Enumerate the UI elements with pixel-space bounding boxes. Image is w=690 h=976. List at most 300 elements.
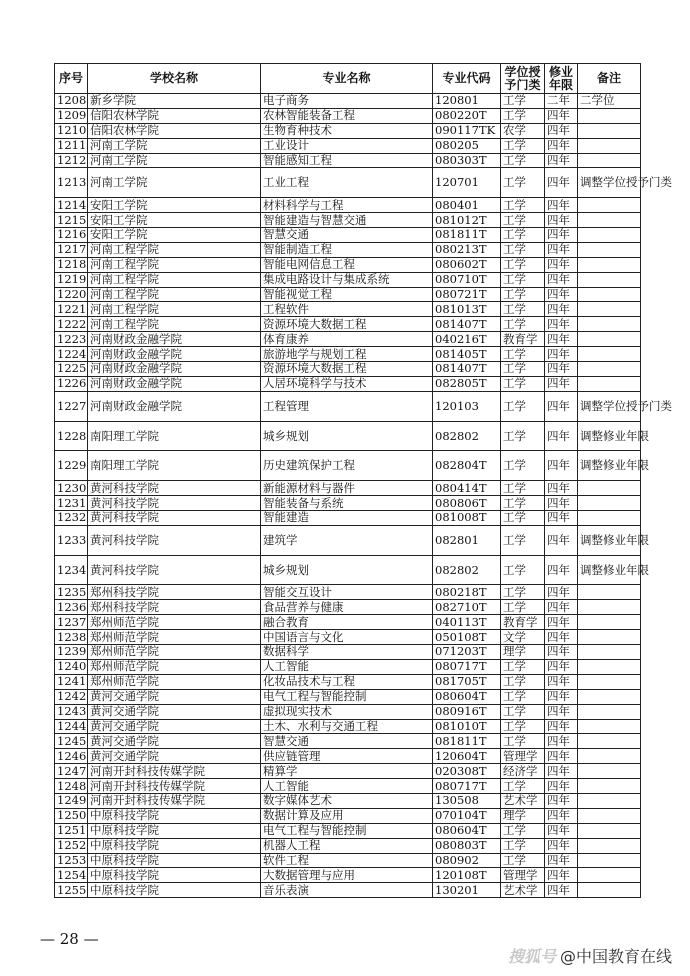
cell-school: 中原科技学院 [88,868,261,883]
cell-note [578,808,641,823]
cell-note [578,615,641,630]
cell-seq: 1249 [55,793,88,808]
cell-seq: 1217 [55,242,88,257]
cell-note [578,793,641,808]
cell-note [578,659,641,674]
header-years: 修业年限 [545,64,578,94]
cell-seq: 1243 [55,704,88,719]
cell-school: 河南财政金融学院 [88,332,261,347]
cell-years: 二年 [545,94,578,109]
cell-degree: 文学 [501,630,545,645]
cell-school: 郑州师范学院 [88,674,261,689]
cell-school: 河南工程学院 [88,242,261,257]
cell-code: 082805T [433,376,501,391]
cell-school: 河南工程学院 [88,317,261,332]
cell-note [578,272,641,287]
cell-note [578,213,641,228]
cell-major: 软件工程 [261,853,433,868]
cell-years: 四年 [545,853,578,868]
cell-school: 河南开封科技传媒学院 [88,764,261,779]
cell-note [578,674,641,689]
cell-degree: 管理学 [501,868,545,883]
cell-years: 四年 [545,123,578,138]
cell-degree: 工学 [501,302,545,317]
cell-code: 080806T [433,496,501,511]
cell-major: 工业设计 [261,138,433,153]
table-row [55,793,641,808]
cell-note [578,883,641,898]
cell-degree: 工学 [501,362,545,377]
cell-seq: 1220 [55,287,88,302]
cell-school: 新乡学院 [88,94,261,109]
cell-major: 人工智能 [261,659,433,674]
cell-code: 080717T [433,659,501,674]
cell-code: 130201 [433,883,501,898]
cell-major: 中国语言与文化 [261,630,433,645]
cell-code: 080902 [433,853,501,868]
cell-school: 黄河交通学院 [88,719,261,734]
cell-code: 081008T [433,511,501,526]
cell-code: 120604T [433,749,501,764]
cell-note [578,511,641,526]
cell-degree: 工学 [501,391,545,421]
cell-seq: 1248 [55,779,88,794]
cell-degree: 工学 [501,481,545,496]
cell-seq: 1218 [55,257,88,272]
cell-major: 农林智能装备工程 [261,108,433,123]
cell-degree: 艺术学 [501,883,545,898]
cell-note [578,585,641,600]
cell-code: 120108T [433,868,501,883]
cell-school: 中原科技学院 [88,883,261,898]
cell-major: 城乡规划 [261,421,433,451]
cell-note [578,704,641,719]
table-row [55,764,641,779]
cell-degree: 工学 [501,257,545,272]
cell-years: 四年 [545,719,578,734]
watermark [508,944,672,967]
table-row [55,868,641,883]
cell-school: 郑州科技学院 [88,585,261,600]
cell-code: 081012T [433,213,501,228]
table-row [55,332,641,347]
cell-years: 四年 [545,823,578,838]
cell-school: 中原科技学院 [88,853,261,868]
cell-major: 数据计算及应用 [261,808,433,823]
cell-note [578,734,641,749]
cell-seq: 1255 [55,883,88,898]
watermark-brand: 搜狐号 [507,947,556,966]
cell-note [578,645,641,660]
cell-code: 050108T [433,630,501,645]
cell-seq: 1213 [55,168,88,198]
cell-code: 082804T [433,451,501,481]
cell-note [578,779,641,794]
cell-years: 四年 [545,749,578,764]
cell-major: 生物育种技术 [261,123,433,138]
cell-seq: 1233 [55,525,88,555]
table-row [55,511,641,526]
cell-note [578,242,641,257]
table-row [55,347,641,362]
cell-school: 河南工程学院 [88,272,261,287]
cell-degree: 教育学 [501,615,545,630]
cell-code: 080218T [433,585,501,600]
header-degree: 学位授予门类 [501,64,545,94]
cell-note: 调整修业年限 [578,421,641,451]
cell-years: 四年 [545,525,578,555]
cell-years: 四年 [545,213,578,228]
table-row [55,749,641,764]
cell-degree: 工学 [501,719,545,734]
cell-code: 081013T [433,302,501,317]
cell-school: 黄河交通学院 [88,704,261,719]
cell-years: 四年 [545,838,578,853]
cell-major: 智能建造 [261,511,433,526]
cell-major: 智能感知工程 [261,153,433,168]
cell-major: 旅游地学与规划工程 [261,347,433,362]
cell-major: 智能建造与智慧交通 [261,213,433,228]
cell-major: 数字媒体艺术 [261,793,433,808]
cell-seq: 1229 [55,451,88,481]
cell-note [578,719,641,734]
cell-school: 南阳理工学院 [88,451,261,481]
cell-school: 郑州科技学院 [88,600,261,615]
cell-code: 080220T [433,108,501,123]
cell-major: 工业工程 [261,168,433,198]
cell-degree: 工学 [501,376,545,391]
cell-degree: 工学 [501,689,545,704]
cell-seq: 1216 [55,228,88,243]
cell-note [578,689,641,704]
table-row [55,376,641,391]
cell-seq: 1244 [55,719,88,734]
cell-degree: 工学 [501,198,545,213]
cell-school: 河南财政金融学院 [88,347,261,362]
cell-code: 081811T [433,228,501,243]
table-row [55,391,641,421]
cell-years: 四年 [545,451,578,481]
cell-note: 二学位 [578,94,641,109]
cell-years: 四年 [545,317,578,332]
cell-degree: 工学 [501,659,545,674]
cell-code: 080401 [433,198,501,213]
cell-school: 河南开封科技传媒学院 [88,779,261,794]
cell-seq: 1254 [55,868,88,883]
cell-code: 120103 [433,391,501,421]
table-row [55,213,641,228]
header-code: 专业代码 [433,64,501,94]
cell-school: 黄河科技学院 [88,511,261,526]
cell-degree: 工学 [501,287,545,302]
table-row [55,823,641,838]
cell-major: 大数据管理与应用 [261,868,433,883]
cell-code: 081811T [433,734,501,749]
cell-years: 四年 [545,168,578,198]
cell-years: 四年 [545,689,578,704]
cell-code: 082801 [433,525,501,555]
cell-major: 智慧交通 [261,734,433,749]
cell-note [578,764,641,779]
cell-years: 四年 [545,555,578,585]
cell-note [578,362,641,377]
table-row [55,525,641,555]
header-seq: 序号 [55,64,88,94]
cell-degree: 工学 [501,853,545,868]
table-row [55,615,641,630]
cell-code: 082802 [433,421,501,451]
cell-code: 130508 [433,793,501,808]
cell-years: 四年 [545,496,578,511]
cell-seq: 1210 [55,123,88,138]
table-row [55,779,641,794]
cell-code: 071203T [433,645,501,660]
cell-major: 建筑学 [261,525,433,555]
cell-note [578,198,641,213]
cell-code: 080916T [433,704,501,719]
cell-major: 精算学 [261,764,433,779]
cell-seq: 1250 [55,808,88,823]
cell-degree: 工学 [501,838,545,853]
cell-school: 信阳农林学院 [88,108,261,123]
cell-seq: 1231 [55,496,88,511]
cell-years: 四年 [545,704,578,719]
cell-degree: 工学 [501,153,545,168]
cell-note [578,481,641,496]
cell-years: 四年 [545,630,578,645]
cell-seq: 1225 [55,362,88,377]
cell-years: 四年 [545,645,578,660]
cell-degree: 工学 [501,600,545,615]
cell-code: 080803T [433,838,501,853]
cell-years: 四年 [545,511,578,526]
cell-code: 082802 [433,555,501,585]
cell-seq: 1232 [55,511,88,526]
table-row [55,600,641,615]
cell-major: 化妆品技术与工程 [261,674,433,689]
cell-seq: 1211 [55,138,88,153]
cell-code: 080721T [433,287,501,302]
cell-years: 四年 [545,481,578,496]
cell-degree: 工学 [501,555,545,585]
cell-degree: 工学 [501,272,545,287]
cell-school: 郑州师范学院 [88,645,261,660]
cell-note: 调整学位授予门类 [578,391,641,421]
cell-code: 081405T [433,347,501,362]
cell-degree: 工学 [501,421,545,451]
cell-seq: 1219 [55,272,88,287]
cell-degree: 工学 [501,228,545,243]
cell-years: 四年 [545,347,578,362]
cell-major: 虚拟现实技术 [261,704,433,719]
cell-years: 四年 [545,257,578,272]
table-row [55,481,641,496]
table-row [55,272,641,287]
page-number: — 28 — [40,930,99,948]
table-row [55,630,641,645]
cell-major: 电气工程与智能控制 [261,689,433,704]
table-row [55,138,641,153]
cell-note [578,317,641,332]
cell-school: 中原科技学院 [88,838,261,853]
cell-years: 四年 [545,779,578,794]
cell-years: 四年 [545,138,578,153]
table-row [55,123,641,138]
table-body [55,93,672,898]
table-row [55,689,641,704]
header-note: 备注 [578,64,641,94]
cell-school: 郑州师范学院 [88,630,261,645]
cell-note [578,868,641,883]
cell-degree: 工学 [501,138,545,153]
cell-school: 黄河科技学院 [88,555,261,585]
cell-degree: 工学 [501,525,545,555]
cell-years: 四年 [545,108,578,123]
cell-note [578,138,641,153]
cell-school: 河南工学院 [88,168,261,198]
cell-major: 历史建筑保护工程 [261,451,433,481]
cell-school: 河南工程学院 [88,287,261,302]
cell-seq: 1251 [55,823,88,838]
cell-major: 智能交互设计 [261,585,433,600]
cell-school: 河南工程学院 [88,302,261,317]
cell-note [578,257,641,272]
table-row [55,94,641,109]
cell-seq: 1212 [55,153,88,168]
cell-code: 090117TK [433,123,501,138]
watermark-text: @中国教育在线 [559,947,672,966]
cell-code: 080604T [433,689,501,704]
cell-school: 安阳工学院 [88,228,261,243]
cell-note [578,302,641,317]
cell-degree: 工学 [501,168,545,198]
cell-note [578,108,641,123]
cell-seq: 1227 [55,391,88,421]
cell-note [578,630,641,645]
cell-seq: 1237 [55,615,88,630]
cell-note: 调整修业年限 [578,555,641,585]
cell-degree: 工学 [501,779,545,794]
cell-years: 四年 [545,600,578,615]
cell-years: 四年 [545,734,578,749]
cell-school: 黄河科技学院 [88,525,261,555]
cell-code: 080213T [433,242,501,257]
cell-note: 调整修业年限 [578,451,641,481]
cell-major: 电气工程与智能控制 [261,823,433,838]
cell-code: 082710T [433,600,501,615]
cell-degree: 经济学 [501,764,545,779]
cell-note [578,749,641,764]
cell-seq: 1235 [55,585,88,600]
cell-note [578,496,641,511]
table-row [55,198,641,213]
cell-code: 080414T [433,481,501,496]
table-row [55,362,641,377]
cell-note [578,853,641,868]
cell-school: 中原科技学院 [88,823,261,838]
table-row [55,585,641,600]
table-row [55,108,641,123]
cell-code: 081705T [433,674,501,689]
cell-note: 调整修业年限 [578,525,641,555]
cell-major: 机器人工程 [261,838,433,853]
cell-code: 070104T [433,808,501,823]
table-row [55,645,641,660]
cell-seq: 1239 [55,645,88,660]
cell-years: 四年 [545,332,578,347]
cell-school: 河南工学院 [88,138,261,153]
table-row [55,451,641,481]
cell-code: 120801 [433,94,501,109]
table-row [55,853,641,868]
table-row [55,674,641,689]
cell-degree: 工学 [501,108,545,123]
cell-school: 黄河交通学院 [88,734,261,749]
cell-years: 四年 [545,198,578,213]
cell-years: 四年 [545,585,578,600]
cell-degree: 农学 [501,123,545,138]
cell-degree: 理学 [501,808,545,823]
cell-major: 数据科学 [261,645,433,660]
cell-years: 四年 [545,764,578,779]
cell-major: 土木、水利与交通工程 [261,719,433,734]
cell-school: 郑州师范学院 [88,659,261,674]
cell-seq: 1238 [55,630,88,645]
cell-code: 040216T [433,332,501,347]
cell-school: 南阳理工学院 [88,421,261,451]
cell-seq: 1224 [55,347,88,362]
cell-seq: 1214 [55,198,88,213]
table-row [55,421,641,451]
cell-degree: 艺术学 [501,793,545,808]
cell-years: 四年 [545,659,578,674]
cell-degree: 教育学 [501,332,545,347]
cell-code: 040113T [433,615,501,630]
header-major: 专业名称 [261,64,433,94]
table-row [55,719,641,734]
cell-degree: 管理学 [501,749,545,764]
cell-seq: 1228 [55,421,88,451]
cell-years: 四年 [545,421,578,451]
cell-major: 供应链管理 [261,749,433,764]
header-school: 学校名称 [88,64,261,94]
cell-years: 四年 [545,674,578,689]
cell-years: 四年 [545,302,578,317]
table-row [55,242,641,257]
cell-note [578,600,641,615]
cell-seq: 1223 [55,332,88,347]
cell-school: 信阳农林学院 [88,123,261,138]
cell-degree: 工学 [501,451,545,481]
cell-degree: 工学 [501,674,545,689]
cell-note [578,153,641,168]
cell-degree: 工学 [501,213,545,228]
cell-code: 081407T [433,317,501,332]
cell-note [578,376,641,391]
cell-years: 四年 [545,287,578,302]
cell-school: 黄河交通学院 [88,749,261,764]
cell-school: 郑州师范学院 [88,615,261,630]
cell-degree: 工学 [501,347,545,362]
cell-major: 食品营养与健康 [261,600,433,615]
cell-seq: 1221 [55,302,88,317]
table-row [55,317,641,332]
table-row [55,168,641,198]
cell-seq: 1209 [55,108,88,123]
cell-degree: 工学 [501,823,545,838]
cell-school: 河南财政金融学院 [88,362,261,377]
cell-code: 120701 [433,168,501,198]
